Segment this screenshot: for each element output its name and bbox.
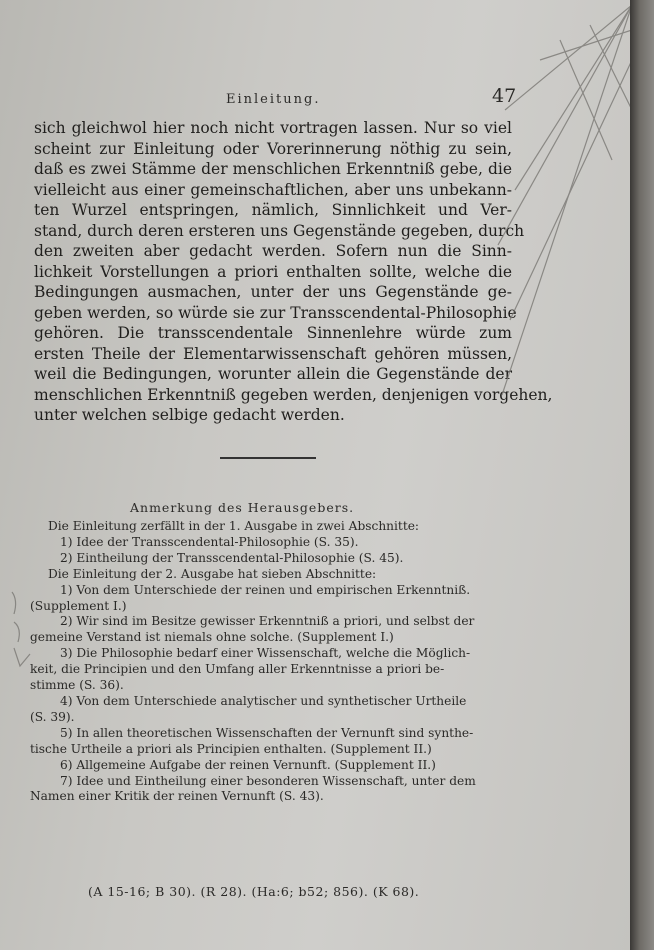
text-line: Bedingungen ausmachen, unter der uns Gegenstände ge- bbox=[34, 283, 512, 301]
note-line: tische Urtheile a priori als Principien enthalten. (Supplement II.) bbox=[30, 741, 432, 756]
text-line: lichkeit Vorstellungen a priori enthalten sollte, welche die bbox=[34, 262, 512, 281]
note-line: 7) Idee und Eintheilung einer besonderen Wissenschaft, unter dem bbox=[60, 773, 476, 788]
text-line: ersten Theile der Elementarwissenschaft gehören müssen, bbox=[34, 344, 512, 363]
text-line: vielleicht aus einer gemeinschaftlichen, aber uns unbekann- bbox=[34, 180, 512, 199]
note-line: Die Einleitung der 2. Ausgabe hat sieben Abschnitte: bbox=[48, 566, 377, 581]
text-line: scheint zur Einleitung oder Vorerinnerung nöthig zu sein, bbox=[34, 139, 512, 158]
note-line: 3) Die Philosophie bedarf einer Wissenschaft, welche die Möglich- bbox=[60, 646, 471, 661]
note-line: Die Einleitung zerfällt in der 1. Ausgabe in zwei Abschnitte: bbox=[48, 519, 420, 533]
text-line: geben werden, so würde sie zur Transscendental-Philosophie bbox=[34, 303, 517, 322]
editor-note-title: Anmerkung des Herausgebers. bbox=[130, 500, 355, 515]
note-line: 5) In allen theoretischen Wissenschaften der Vernunft sind synthe- bbox=[60, 725, 474, 740]
note-line: 1) Von dem Unterschiede der reinen und empirischen Erkenntniß. bbox=[60, 582, 471, 597]
note-line: (Supplement I.) bbox=[30, 598, 127, 613]
pencil-line bbox=[498, 5, 632, 245]
page-edge bbox=[630, 0, 654, 950]
text-line: ten Wurzel entspringen, nämlich, Sinnlichkeit und Ver- bbox=[34, 201, 512, 219]
footer-references: (A 15-16; B 30). (R 28). (Ha:6; b52; 856). (K 68). bbox=[88, 884, 420, 899]
text-line: den zweiten aber gedacht werden. Sofern nun die Sinn- bbox=[34, 242, 512, 260]
note-line: 1) Idee der Transscendental-Philosophie (S. 35). bbox=[60, 534, 359, 549]
text-line: sich gleichwol hier noch nicht vortragen lassen. Nur so viel bbox=[34, 119, 512, 137]
text-line: unter welchen selbige gedacht werden. bbox=[34, 406, 345, 424]
note-line: 6) Allgemeine Aufgabe der reinen Vernunft. (Supplement II.) bbox=[60, 757, 436, 772]
note-line: 2) Eintheilung der Transscendental-Philosophie (S. 45). bbox=[60, 550, 404, 565]
note-line: 2) Wir sind im Besitze gewisser Erkenntniß a priori, und selbst der bbox=[60, 614, 475, 629]
pencil-line bbox=[502, 5, 632, 395]
note-line: 4) Von dem Unterschiede analytischer und synthetischer Urtheile bbox=[60, 693, 467, 708]
pencil-line bbox=[505, 5, 632, 110]
note-line: keit, die Principien und den Umfang aller Erkenntnisse a priori be- bbox=[30, 662, 445, 677]
text-line: stand, durch deren ersteren uns Gegenstände gegeben, durch bbox=[34, 221, 525, 240]
text-line: gehören. Die transscendentale Sinnenlehre würde zum bbox=[34, 324, 512, 342]
note-line: stimme (S. 36). bbox=[30, 678, 124, 693]
text-line: weil die Bedingungen, worunter allein die Gegenstände der bbox=[34, 365, 512, 383]
running-header: Einleitung. bbox=[226, 92, 321, 107]
text-line: daß es zwei Stämme der menschlichen Erkenntniß gebe, die bbox=[34, 160, 512, 178]
text-line: menschlichen Erkenntniß gegeben werden, denjenigen vorgehen, bbox=[34, 385, 553, 404]
pencil-tick bbox=[14, 622, 19, 642]
note-line: gemeine Verstand ist niemals ohne solche. (Supplement I.) bbox=[30, 630, 394, 645]
page-number: 47 bbox=[492, 85, 517, 107]
note-line: Namen einer Kritik der reinen Vernunft (S. 43). bbox=[30, 789, 324, 804]
note-line: (S. 39). bbox=[30, 709, 75, 724]
pencil-tick bbox=[14, 648, 30, 666]
pencil-tick bbox=[12, 592, 16, 614]
